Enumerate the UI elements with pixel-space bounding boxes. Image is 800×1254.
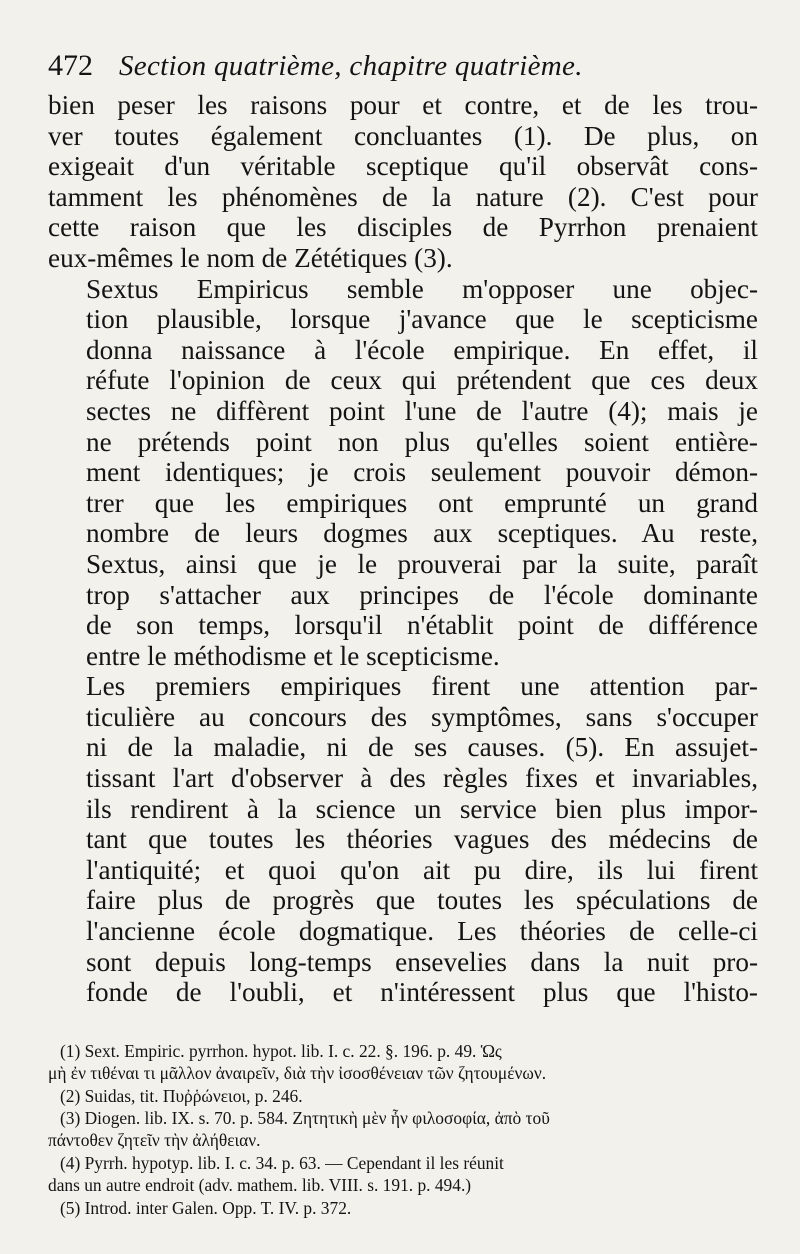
text-line: cette raison que les disciples de Pyrrhon prenaient xyxy=(48,212,758,243)
text-line: ni de la maladie, ni de ses causes. (5). En assujet- xyxy=(86,732,758,763)
text-line: Sextus Empiricus semble m'opposer une objec- xyxy=(86,273,758,304)
footnote-3: (3) Diogen. lib. IX. s. 70. p. 584. Ζητητικὴ μὲν ἦν φιλοσοφία, ἀπὸ τοῦ xyxy=(60,1108,550,1129)
text-line: tion plausible, lorsque j'avance que le scepticisme xyxy=(86,304,758,335)
text-line: fonde de l'oubli, et n'intéressent plus que l'histo- xyxy=(86,977,758,1008)
text-line: Les premiers empiriques firent une attention par- xyxy=(86,671,758,702)
page-number: 472 xyxy=(48,49,93,82)
footnote-1: (1) Sext. Empiric. pyrrhon. hypot. lib. I. c. 22. §. 196. p. 49. Ὡς xyxy=(60,1040,502,1061)
text-line: trer que les empiriques ont emprunté un grand xyxy=(86,487,758,518)
footnote-2: (2) Suidas, tit. Πυῤῥώνειοι, p. 246. xyxy=(60,1085,303,1106)
text-line: Sextus, ainsi que je le prouverai par la suite, paraît xyxy=(86,548,758,579)
text-line: tamment les phénomènes de la nature (2). C'est pour xyxy=(48,181,758,212)
footnote-5: (5) Introd. inter Galen. Opp. T. IV. p. 372. xyxy=(60,1197,352,1218)
footnote-4: (4) Pyrrh. hypotyp. lib. I. c. 34. p. 63. — Cependant il les réunit xyxy=(60,1152,504,1173)
body-text xyxy=(48,90,758,1008)
text-line: l'antiquité; et quoi qu'on ait pu dire, ils lui firent xyxy=(86,854,758,885)
text-line: entre le méthodisme et le scepticisme. xyxy=(86,640,500,671)
paragraph-2 xyxy=(48,274,758,672)
text-line: sectes ne diffèrent point l'une de l'autre (4); mais je xyxy=(86,395,758,426)
paragraph-3 xyxy=(48,671,758,1008)
text-line: eux-mêmes le nom de Zététiques (3). xyxy=(48,242,453,273)
text-line: exigeait d'un véritable sceptique qu'il observât cons- xyxy=(48,151,758,182)
text-line: ticulière au concours des symptômes, sans s'occuper xyxy=(86,701,758,732)
running-head xyxy=(48,42,758,90)
paragraph-1 xyxy=(48,90,758,274)
text-line: faire plus de progrès que toutes les spéculations de xyxy=(86,885,758,916)
text-line: tant que toutes les théories vagues des médecins de xyxy=(86,824,758,855)
footnote-1-continued: μὴ ἐν τιθέναι τι μᾶλλον ἀναιρεῖν, διὰ τὴν ἰσοσθένειαν τῶν ζητουμένων. xyxy=(48,1063,547,1084)
text-line: sont depuis long-temps ensevelies dans la nuit pro- xyxy=(86,946,758,977)
running-title: Section quatrième, chapitre quatrième. xyxy=(119,50,583,82)
footnotes xyxy=(48,1040,758,1219)
footnote-3-continued: πάντοθεν ζητεῖν τὴν ἀλήθειαν. xyxy=(48,1130,261,1151)
text-line: de son temps, lorsqu'il n'établit point de différence xyxy=(86,610,758,641)
text-line: trop s'attacher aux principes de l'école dominante xyxy=(86,579,758,610)
text-line: donna naissance à l'école empirique. En effet, il xyxy=(86,334,758,365)
text-line: ne prétends point non plus qu'elles soient entière- xyxy=(86,426,758,457)
text-line: ils rendirent à la science un service bien plus impor- xyxy=(86,793,758,824)
text-line: ment identiques; je crois seulement pouvoir démon- xyxy=(86,457,758,488)
text-line: l'ancienne école dogmatique. Les théories de celle-ci xyxy=(86,916,758,947)
text-line: tissant l'art d'observer à des règles fixes et invariables, xyxy=(86,763,758,794)
text-line: ver toutes également concluantes (1). De plus, on xyxy=(48,120,758,151)
text-line: réfute l'opinion de ceux qui prétendent que ces deux xyxy=(86,365,758,396)
text-line: bien peser les raisons pour et contre, et de les trou- xyxy=(48,90,758,120)
footnote-4-continued: dans un autre endroit (adv. mathem. lib. VIII. s. 191. p. 494.) xyxy=(48,1175,472,1196)
text-line: nombre de leurs dogmes aux sceptiques. Au reste, xyxy=(86,518,758,549)
